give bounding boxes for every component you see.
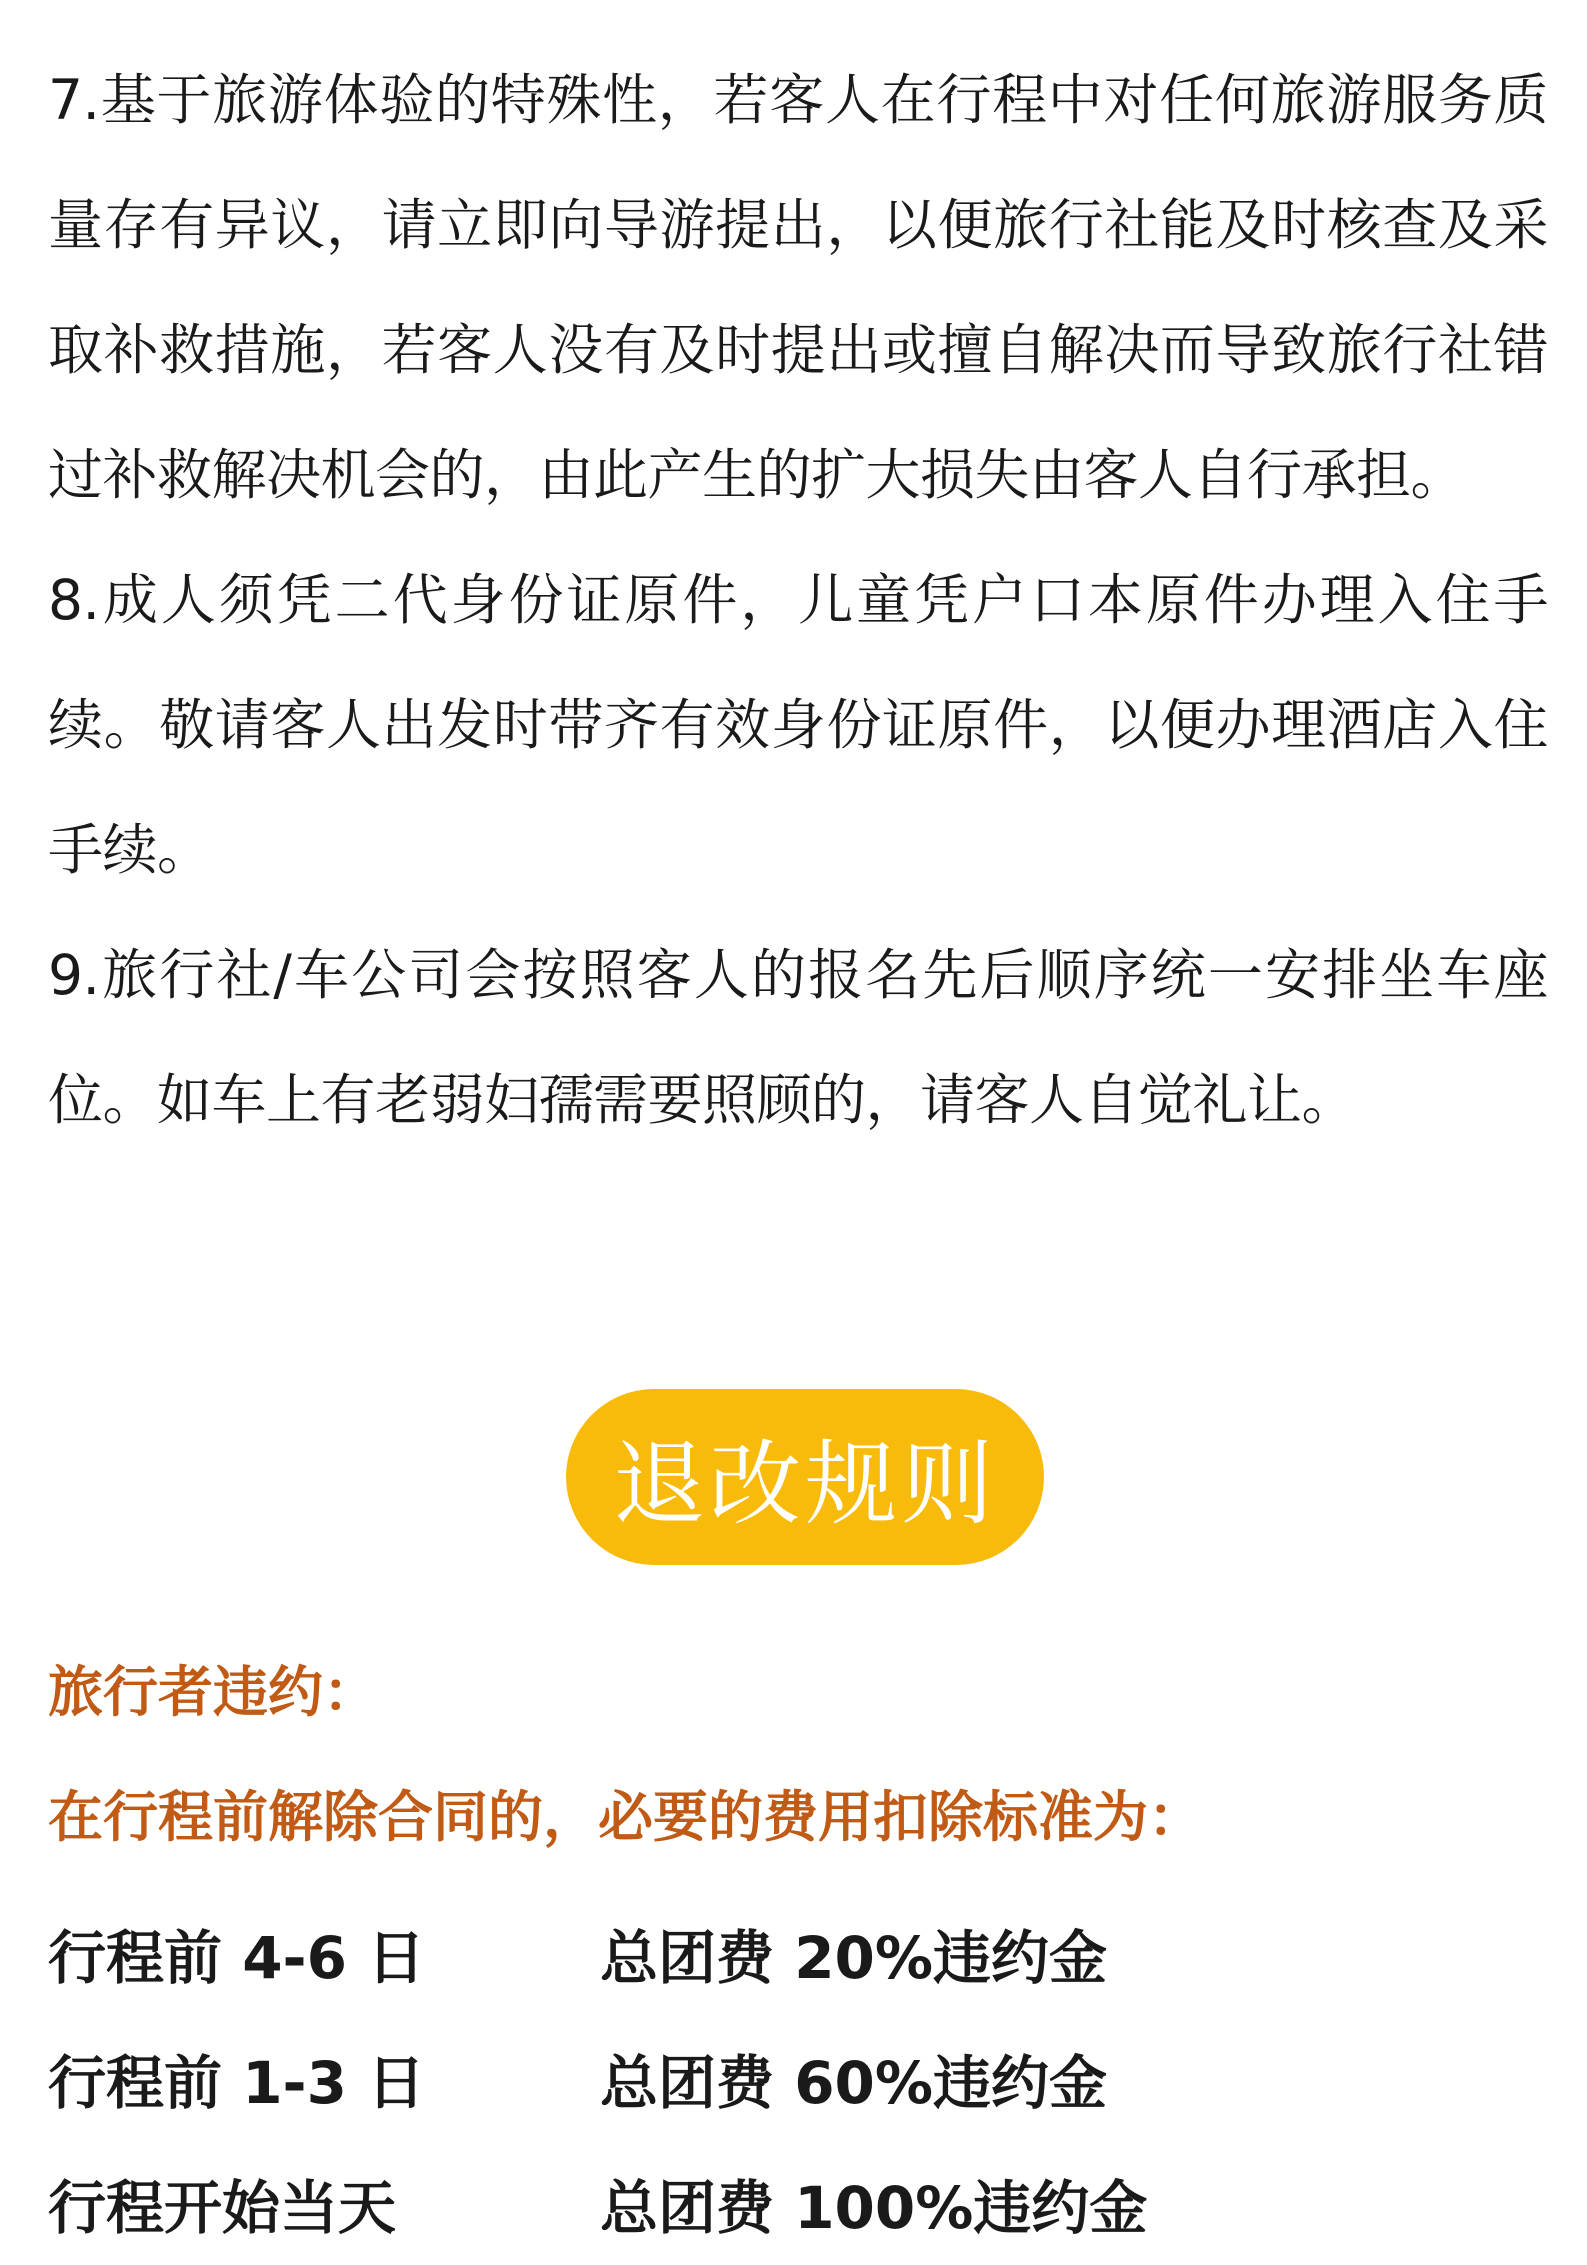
fee-period: 行程前 4-6 日 — [48, 1923, 426, 1992]
fee-amount: 总团费 60%违约金 — [600, 2048, 1108, 2117]
note-item-8: 8.成人须凭二代身份证原件，儿童凭户口本原件办理入住手续。敬请客人出发时带齐有效身份证原件，以便办理酒店入住手续。 — [48, 568, 1548, 882]
fee-row — [48, 1890, 1548, 2015]
fee-period: 行程开始当天 — [48, 2173, 397, 2242]
fee-amount: 总团费 20%违约金 — [600, 1923, 1108, 1992]
fee-row — [48, 2140, 1548, 2265]
section-title: 退改规则 — [612, 1431, 997, 1538]
note-item-7: 7.基于旅游体验的特殊性，若客人在行程中对任何旅游服务质量存有异议，请立即向导游提出，以便旅行社能及时核查及采取补救措施，若客人没有及时提出或擅自解决而导致旅行社错过补救解决机会的，由此产生的扩大损失由客人自行承担。 — [48, 68, 1548, 507]
cancellation-fee-subheading: 在行程前解除合同的，必要的费用扣除标准为： — [48, 1785, 1204, 1849]
fee-amount: 总团费 100%违约金 — [600, 2173, 1148, 2242]
notes-list — [48, 38, 1548, 1163]
refund-rules-banner — [566, 1389, 1044, 1565]
fee-row — [48, 2015, 1548, 2140]
cancellation-fee-table — [48, 1890, 1548, 2265]
traveler-breach-heading: 旅行者违约： — [48, 1660, 379, 1724]
fee-period: 行程前 1-3 日 — [48, 2048, 426, 2117]
note-item-9: 9.旅行社/车公司会按照客人的报名先后顺序统一安排坐车座位。如车上有老弱妇孺需要照顾的，请客人自觉礼让。 — [48, 943, 1548, 1132]
